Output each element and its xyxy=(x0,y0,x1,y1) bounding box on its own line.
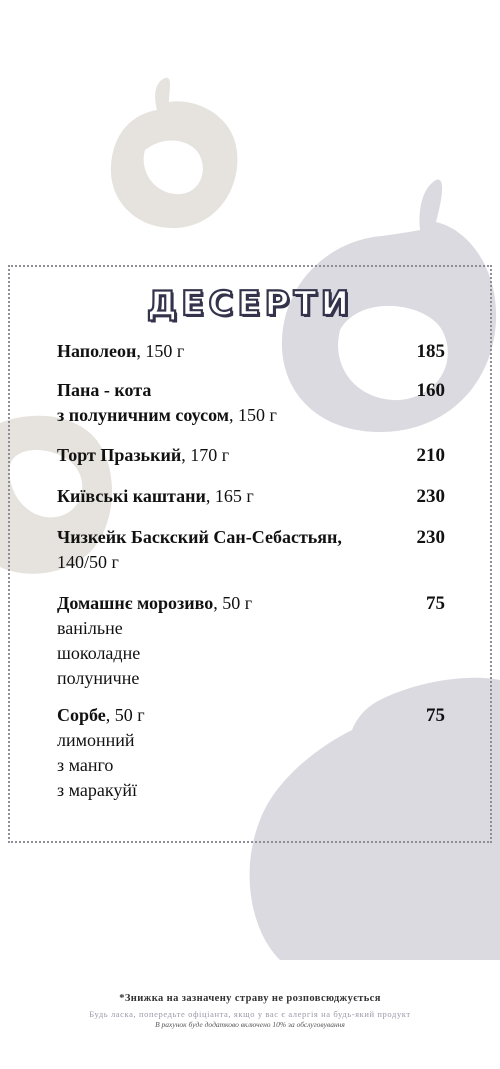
discount-note: *Знижка на зазначену страву не розповсюджується xyxy=(119,993,381,1004)
item-weight: , 50 г xyxy=(105,705,145,725)
item-weight: , 170 г xyxy=(181,445,230,465)
item-name-line2: з полуничним соусом xyxy=(57,405,230,425)
menu-item-panna-cotta xyxy=(57,378,445,428)
item-weight: , 150 г xyxy=(136,341,185,361)
allergy-note: Будь ласка, попередьте офіціанта, якщо у вас є алергія на будь-який продукт xyxy=(89,1009,411,1019)
item-name: Пана - кота xyxy=(57,380,152,400)
item-price: 75 xyxy=(426,593,445,614)
flavor-option: шоколадне xyxy=(57,643,141,663)
item-price: 160 xyxy=(416,380,445,401)
item-weight: , 165 г xyxy=(205,486,254,506)
item-weight: 140/50 г xyxy=(57,552,119,572)
flavor-option: з манго xyxy=(57,755,114,775)
flavor-option: лимонний xyxy=(57,730,135,750)
item-price: 185 xyxy=(416,341,445,362)
menu-item-prague-cake xyxy=(57,443,445,468)
menu-item-kyiv-chestnuts xyxy=(57,484,445,509)
item-price: 230 xyxy=(416,486,445,507)
page-title: ДЕСЕРТИ xyxy=(146,284,354,324)
flavor-option: ванільне xyxy=(57,618,123,638)
item-price: 75 xyxy=(426,705,445,726)
item-name: Чизкейк Баскский Сан-Себастьян, xyxy=(57,527,342,547)
apple-illustration-beige-top xyxy=(95,70,255,235)
menu-item-sorbet xyxy=(57,703,445,803)
item-name: Київські каштани xyxy=(57,486,206,506)
item-name: Наполеон xyxy=(57,341,137,361)
item-name: Домашнє морозиво xyxy=(57,593,214,613)
item-weight: , 150 г xyxy=(229,405,277,425)
menu-item-basque-cheesecake xyxy=(57,525,445,575)
item-price: 210 xyxy=(416,445,445,466)
menu-item-ice-cream xyxy=(57,591,445,691)
flavor-option: з маракуйї xyxy=(57,780,137,800)
menu-item-napoleon xyxy=(57,339,445,364)
service-charge-note: В рахунок буде додатково включено 10% за обслуговування xyxy=(155,1020,345,1029)
item-name: Торт Празький xyxy=(57,445,182,465)
item-price: 230 xyxy=(416,527,445,548)
flavor-option: полуничне xyxy=(57,668,140,688)
item-name: Сорбе xyxy=(57,705,106,725)
item-weight: , 50 г xyxy=(213,593,253,613)
